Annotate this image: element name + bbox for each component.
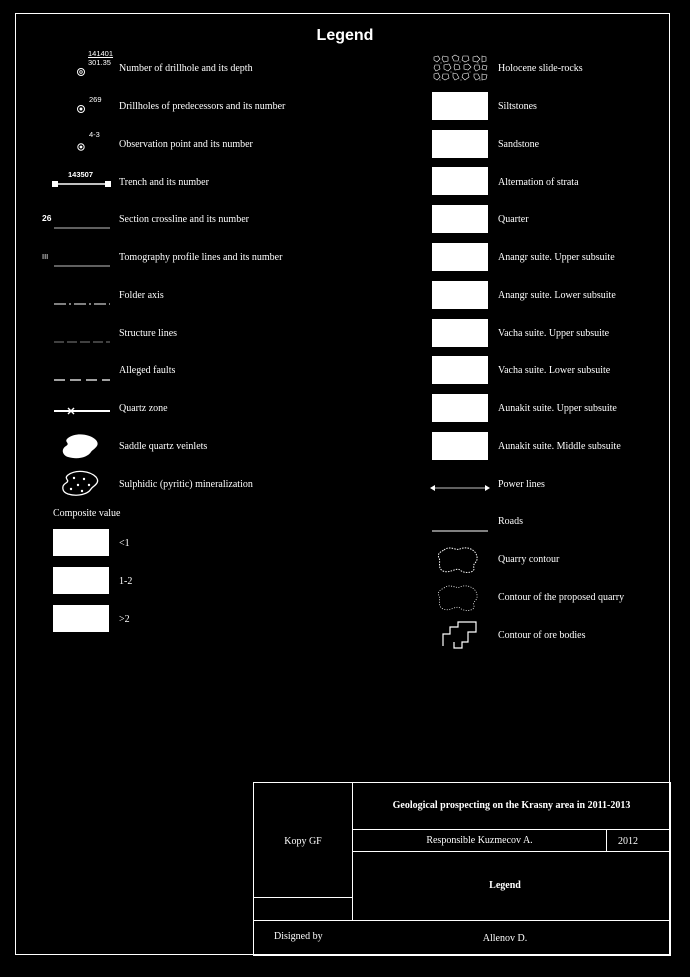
aunakit-middle-swatch xyxy=(432,432,488,460)
designed-by-label: Disigned by xyxy=(274,931,323,942)
legend-label-anangr-lower: Anangr suite. Lower subsuite xyxy=(498,290,616,301)
legend-label-siltstones: Siltstones xyxy=(498,101,537,112)
drillhole-depth: 301.35 xyxy=(88,58,111,67)
responsible-label: Responsible Kuzmecov A. xyxy=(426,835,533,846)
proposed-quarry-contour-symbol xyxy=(436,583,482,618)
year-label: 2012 xyxy=(618,836,638,847)
sheet-title: Legend xyxy=(489,880,521,891)
composite-label-3: >2 xyxy=(119,614,130,625)
legend-label-drillhole: Number of drillhole and its depth xyxy=(119,63,253,74)
composite-label-2: 1-2 xyxy=(119,576,133,587)
sandstone-swatch xyxy=(432,130,488,158)
project-title: Geological prospecting on the Krasny area in 2011-2013 xyxy=(392,800,631,811)
saddle-quartz-symbol xyxy=(60,432,104,467)
legend-label-saddle-quartz: Saddle quartz veinlets xyxy=(119,441,208,452)
vacha-lower-swatch xyxy=(432,356,488,384)
legend-label-alleged-faults: Alleged faults xyxy=(119,365,176,376)
ore-bodies-contour-symbol xyxy=(440,620,480,655)
legend-label-sulphidic: Sulphidic (pyritic) mineralization xyxy=(119,479,253,490)
siltstones-swatch xyxy=(432,92,488,120)
legend-label-power-lines: Power lines xyxy=(498,479,545,490)
legend-label-predecessor-drillhole: Drillholes of predecessors and its number xyxy=(119,101,286,112)
tomography-number: III xyxy=(42,252,49,261)
title-block-left-subcell xyxy=(253,897,353,921)
holocene-slide-rocks-swatch xyxy=(432,54,488,82)
section-number: 26 xyxy=(42,213,52,223)
legend-label-quartz-zone: Quartz zone xyxy=(119,403,168,414)
sulphidic-mineralization-symbol xyxy=(60,469,104,504)
predecessor-drillhole-symbol xyxy=(76,101,86,119)
trench-symbol xyxy=(52,176,112,194)
legend-label-trench: Trench and its number xyxy=(119,177,209,188)
composite-swatch-3 xyxy=(53,605,109,632)
alternation-swatch xyxy=(432,167,488,195)
legend-label-vacha-lower: Vacha suite. Lower subsuite xyxy=(498,365,611,376)
composite-label-1: <1 xyxy=(119,538,130,549)
structure-lines-symbol xyxy=(54,332,110,350)
quarry-contour-symbol xyxy=(436,545,482,580)
observation-point-symbol xyxy=(76,139,86,157)
legend-label-section-crossline: Section crossline and its number xyxy=(119,214,249,225)
legend-label-alternation: Alternation of strata xyxy=(498,177,579,188)
fold-axis-symbol xyxy=(54,294,110,312)
quartz-zone-symbol xyxy=(54,403,110,421)
legend-label-roads: Roads xyxy=(498,516,523,527)
copy-label: Kopy GF xyxy=(284,836,322,847)
composite-swatch-1 xyxy=(53,529,109,556)
legend-label-structure-lines: Structure lines xyxy=(119,328,178,339)
tomography-line-symbol xyxy=(54,256,110,274)
composite-swatch-2 xyxy=(53,567,109,594)
predecessor-drillhole-number: 269 xyxy=(89,95,102,104)
legend-label-anangr-upper: Anangr suite. Upper subsuite xyxy=(498,252,615,263)
vacha-upper-swatch xyxy=(432,319,488,347)
power-lines-symbol xyxy=(430,480,490,498)
alleged-faults-symbol xyxy=(54,370,110,388)
legend-label-folder-axis: Folder axis xyxy=(119,290,164,301)
legend-label-observation-point: Observation point and its number xyxy=(119,139,253,150)
observation-point-number: 4-3 xyxy=(89,130,100,139)
quarter-swatch xyxy=(432,205,488,233)
aunakit-upper-swatch xyxy=(432,394,488,422)
legend-label-quarry-contour: Quarry contour xyxy=(498,554,560,565)
drillhole-number: 141401 xyxy=(88,49,114,58)
legend-label-quarter: Quarter xyxy=(498,214,529,225)
roads-symbol xyxy=(432,521,488,539)
legend-label-holocene: Holocene slide-rocks xyxy=(498,63,583,74)
legend-label-proposed-quarry: Contour of the proposed quarry xyxy=(498,592,625,603)
legend-label-aunakit-upper: Aunakit suite. Upper subsuite xyxy=(498,403,617,414)
legend-label-vacha-upper: Vacha suite. Upper subsuite xyxy=(498,328,610,339)
legend-label-ore-bodies: Contour of ore bodies xyxy=(498,630,586,641)
legend-label-sandstone: Sandstone xyxy=(498,139,540,150)
legend-label-tomography: Tomography profile lines and its number xyxy=(119,252,283,263)
composite-heading: Composite value xyxy=(53,508,121,519)
legend-label-aunakit-middle: Aunakit suite. Middle subsuite xyxy=(498,441,621,452)
trench-number: 143507 xyxy=(68,170,94,179)
designer-name: Allenov D. xyxy=(482,933,528,944)
section-crossline-symbol xyxy=(54,218,110,236)
anangr-lower-swatch xyxy=(432,281,488,309)
legend-title: Legend xyxy=(316,27,374,44)
anangr-upper-swatch xyxy=(432,243,488,271)
drillhole-symbol xyxy=(76,64,86,82)
